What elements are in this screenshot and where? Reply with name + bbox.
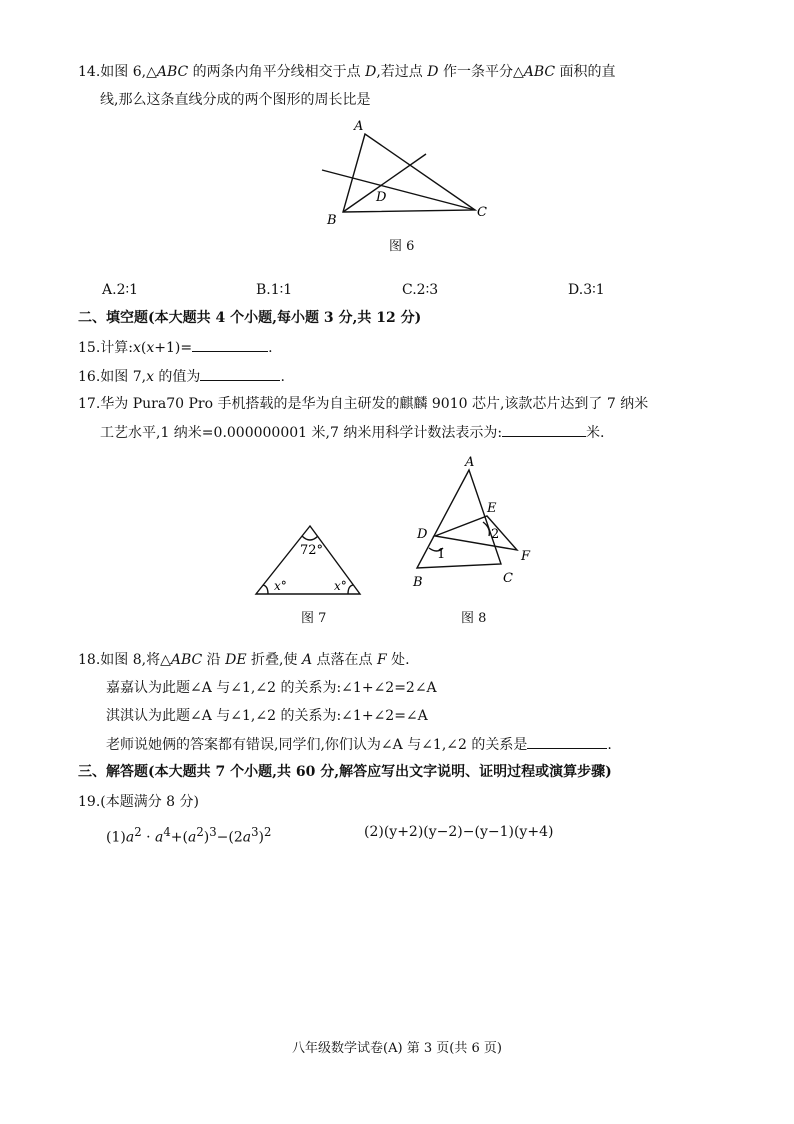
q18-line3: 淇淇认为此题∠A 与∠1,∠2 的关系为:∠1+∠2=∠A [106,708,428,724]
fig8-label-e: E [487,501,497,516]
q19-header: 19.(本题满分 8 分) [78,794,199,810]
fig7-angle-left-arc [263,585,268,594]
section-2-title: 二、填空题(本大题共 4 个小题,每小题 3 分,共 12 分) [78,310,422,326]
fig7-left-angle: x° [274,579,287,593]
fig7-top-angle: 72° [300,543,324,558]
fig6-label-b: B [327,213,337,228]
q14-line2: 线,那么这条直线分成的两个图形的周长比是 [100,92,371,108]
fig8-label-b: B [413,575,423,590]
fig8-label-1: 1 [437,547,446,562]
q17-line1: 17.华为 Pura70 Pro 手机搭载的是华为自主研发的麒麟 9010 芯片,该款芯片达到了 7 纳米 [78,396,649,412]
q15-line: 15.计算:x(x+1)= . [78,337,273,358]
fig7-angle-right-arc [348,585,353,594]
fig8-angle-2-arc [483,522,489,536]
q15-answer-blank [192,337,268,352]
page-footer: 八年级数学试卷(A) 第 3 页(共 6 页) [292,1041,502,1056]
fig8-label-2: 2 [491,527,500,542]
fig6-caption: 图 6 [389,239,415,254]
fig7-caption: 图 7 [301,611,327,626]
option-b: B.1∶1 [256,282,293,298]
figure-6 [310,112,510,232]
fig8-label-a: A [465,455,475,470]
fig6-triangle [343,134,475,212]
q18-line4: 老师说她俩的答案都有错误,同学们,你们认为∠A 与∠1,∠2 的关系是 . [106,734,612,755]
section-3-title: 三、解答题(本大题共 7 个小题,共 60 分,解答应写出文字说明、证明过程或演算步骤) [78,764,612,780]
fig7-angle-top-arc [302,536,318,540]
q18-line1: 18.如图 8,将△ABC 沿 DE 折叠,使 A 点落在点 F 处. [78,652,410,668]
q19-part2: (2)(y+2)(y−2)−(y−1)(y+4) [364,824,554,840]
fig6-label-d: D [376,190,387,205]
fig8-label-c: C [503,571,513,586]
q19-part1: $(1)a^2 \cdot a^4+(a^2)^3-(2a^3)^2$ [106,825,272,846]
q17-line2: 工艺水平,1 纳米=0.000000001 米,7 纳米用科学计数法表示为: 米. [100,422,605,443]
fig8-folded-triangle [435,516,517,550]
q18-line2: 嘉嘉认为此题∠A 与∠1,∠2 的关系为:∠1+∠2=2∠A [106,680,437,696]
fig6-label-c: C [477,205,487,220]
option-d: D.3∶1 [568,282,605,298]
fig8-caption: 图 8 [461,611,487,626]
fig7-right-angle: x° [334,579,347,593]
q17-answer-blank [502,422,586,437]
q16-answer-blank [200,366,280,381]
figure-7 [248,520,368,600]
fig8-label-f: F [521,549,531,564]
fig8-label-d: D [417,527,428,542]
option-c: C.2∶3 [402,282,439,298]
figure-8 [405,452,545,592]
q14-line1: 14.如图 6,△ABC 的两条内角平分线相交于点 D,若过点 D 作一条平分△ABC 面积的直 [78,64,616,80]
q18-answer-blank [527,734,607,749]
option-a: A.2∶1 [102,282,139,298]
fig8-triangle-abc [417,470,501,568]
q16-line: 16.如图 7,x 的值为 . [78,366,285,387]
fig6-label-a: A [354,119,364,134]
